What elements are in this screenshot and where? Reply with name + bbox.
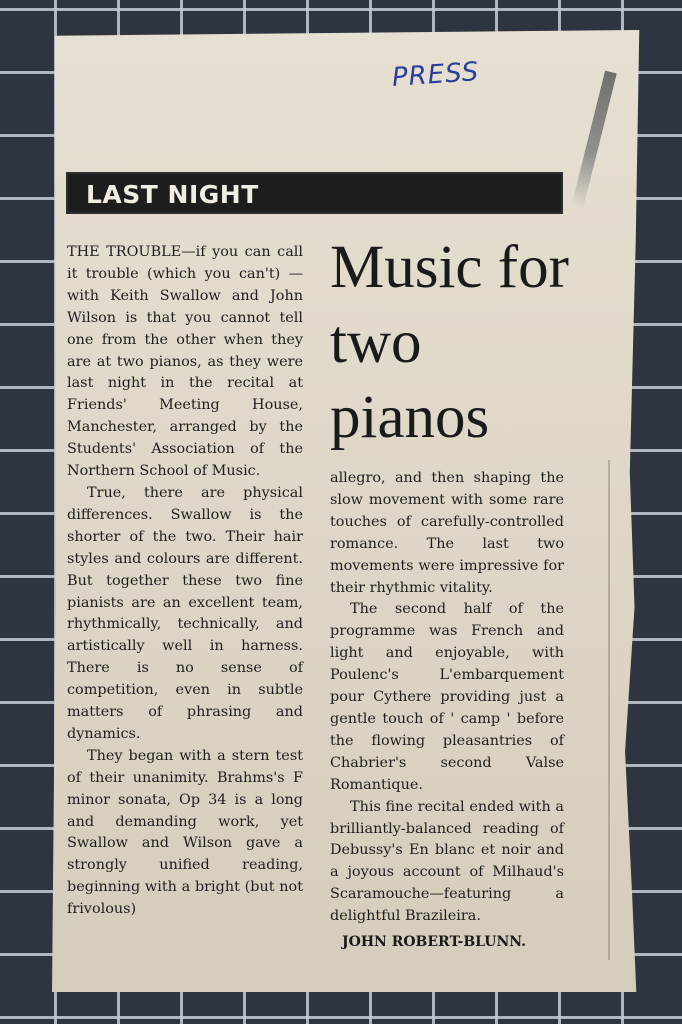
section-banner-title: LAST NIGHT bbox=[86, 180, 259, 209]
article-paragraph: THE TROUBLE—if you can call it trouble (which you can't) — with Keith Swallow and John Wilson is that you cannot tell one from the other when they are at two pianos, as they were last night in the recital at Friends' Meeting House, Manchester, arranged by the Students' Association of the Northern School of Music. bbox=[67, 244, 303, 480]
paper-fold-line bbox=[608, 460, 610, 960]
article-paragraph: This fine recital ended with a brilliantly-balanced reading of Debussy's En blanc et noir and a joyous account of Milhaud's Scaramouche—featuring a delightful Brazileira. bbox=[330, 798, 564, 925]
article-right-column bbox=[330, 468, 564, 928]
article-left-column bbox=[67, 242, 303, 921]
article-byline: JOHN ROBERT-BLUNN. bbox=[342, 934, 527, 950]
article-headline: Music for two pianos bbox=[330, 234, 569, 451]
handwritten-annotation: PRESS bbox=[391, 56, 481, 94]
article-paragraph: They began with a stern test of their unanimity. Brahms's F minor sonata, Op 34 is a long and demanding work, yet Swallow and Wilson gave a strongly unified reading, beginning with a bright (but not frivolous) bbox=[67, 747, 303, 918]
article-paragraph: allegro, and then shaping the slow movement with some rare touches of carefully-controlled romance. The last two movements were impressive for their rhythmic vitality. bbox=[330, 470, 564, 596]
article-paragraph: True, there are physical differences. Swallow is the shorter of the two. Their hair styles and colours are different. But together these two fine pianists are an excellent team, rhythmically, technically, and artistically well in harness. There is no sense of competition, even in subtle matters of phrasing and dynamics. bbox=[67, 484, 303, 742]
article-paragraph: The second half of the programme was French and light and enjoyable, with Poulenc's L'embarquement pour Cythere providing just a gentle touch of ' camp ' before the flowing pleasantries of Chabrier's second Valse Romantique. bbox=[330, 601, 564, 793]
